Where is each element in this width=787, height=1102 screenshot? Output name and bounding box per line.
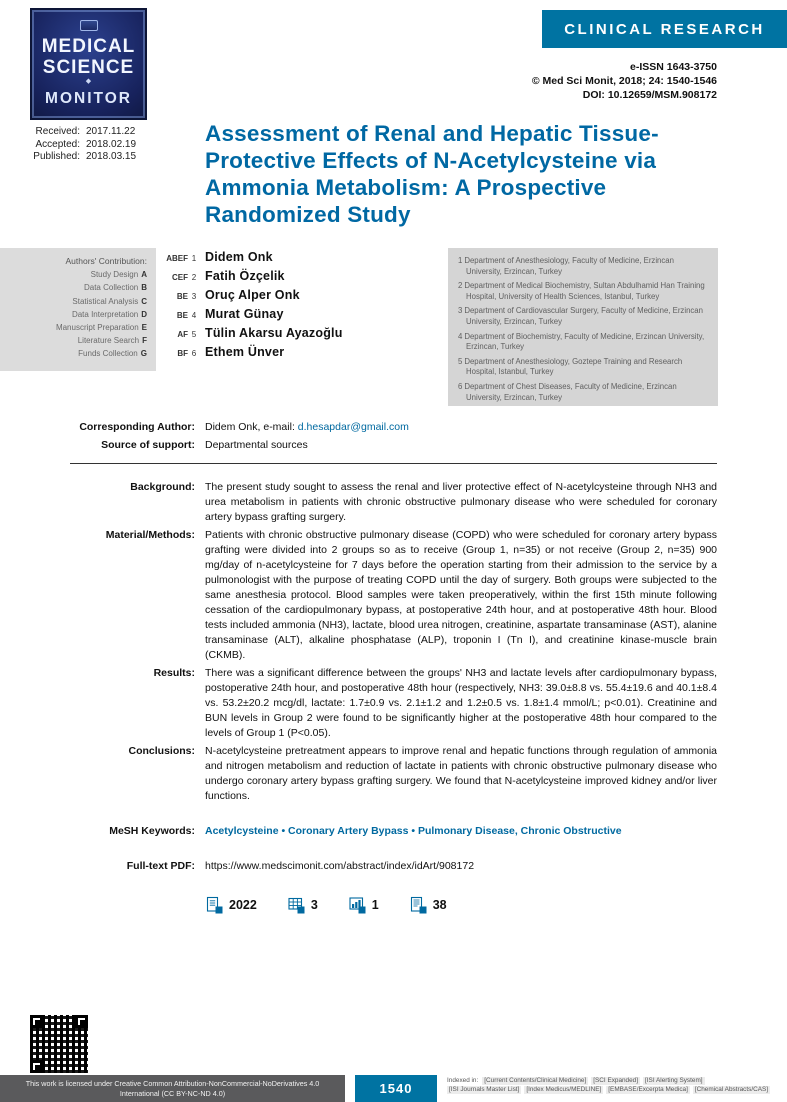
contribution-code: C	[141, 296, 147, 306]
affiliation-text: Department of Anesthesiology, Goztepe Training and Research Hospital, Istanbul, Turkey	[464, 356, 683, 377]
logo-word-science: SCIENCE	[42, 56, 135, 78]
affiliation	[458, 357, 708, 378]
section-label: Background:	[130, 481, 195, 493]
mesh-label: MeSH Keywords:	[109, 825, 195, 837]
contribution-item	[0, 321, 147, 334]
published-value: 2018.03.15	[86, 151, 137, 162]
indexed-item: [ISI Alerting System]	[645, 1077, 703, 1084]
affiliation-num: 1	[458, 256, 463, 265]
contribution-label: Data Collection	[83, 283, 139, 293]
indexed-item: [Index Medicus/MEDLINE]	[526, 1086, 602, 1094]
contribution-label: Literature Search	[77, 336, 140, 346]
affiliation-num: 4	[458, 331, 463, 341]
mesh-value: Acetylcysteine • Coronary Artery Bypass • Pulmonary Disease, Chronic Obstructive	[205, 825, 622, 837]
affiliation-num: 2	[458, 281, 463, 291]
support-label: Source of support:	[101, 439, 195, 451]
section-label: Conclusions:	[128, 745, 195, 757]
figures-icon	[348, 896, 366, 914]
author-name: Didem Onk	[205, 250, 273, 264]
copyright-line: © Med Sci Monit, 2018; 24: 1540-1546	[531, 75, 717, 87]
references-icon	[409, 896, 427, 914]
author-list	[158, 250, 443, 364]
section-banner: CLINICAL RESEARCH	[542, 10, 787, 48]
author-row	[158, 250, 443, 269]
tables-count-value: 3	[310, 898, 318, 912]
contribution-label: Funds Collection	[78, 349, 138, 359]
indexed-item: [ISI Journals Master List]	[449, 1086, 520, 1094]
logo-diamond-icon: ◆	[85, 77, 92, 85]
author-row	[158, 307, 443, 326]
affiliation-text: Department of Cardiovascular Surgery, Faculty of Medicine, Erzincan University, Erzincan, Turkey	[464, 306, 703, 326]
section-label: Results:	[153, 667, 195, 679]
author-codes: BE	[176, 292, 188, 301]
contribution-item	[0, 295, 147, 308]
affiliation	[458, 256, 708, 277]
abstract-section-results	[70, 666, 717, 741]
author-name: Fatih Özçelik	[205, 269, 285, 283]
logo-word-medical: MEDICAL	[41, 35, 136, 57]
article-content	[70, 420, 717, 914]
author-affil-num: 1	[191, 254, 197, 263]
references-count-value: 38	[432, 898, 447, 912]
contribution-item	[0, 308, 147, 321]
accepted-value: 2018.02.19	[86, 138, 137, 150]
contribution-label: Study Design	[90, 270, 139, 280]
author-codes: BF	[177, 349, 188, 358]
qr-finder	[75, 1015, 88, 1028]
contribution-label: Statistical Analysis	[72, 296, 139, 306]
word-count-metric	[205, 896, 257, 914]
indexed-item: [Chemical Abstracts/CAS]	[694, 1086, 769, 1094]
received-label: Received:	[35, 126, 80, 137]
published-row	[22, 151, 147, 164]
contribution-item	[0, 281, 147, 294]
contribution-item	[0, 334, 147, 347]
qr-finder	[30, 1060, 43, 1073]
received-value: 2017.11.22	[86, 126, 136, 137]
figures-metric	[348, 896, 379, 914]
indexed-item: [EMBASE/Excerpta Medica]	[608, 1086, 688, 1094]
indexed-item: [Current Contents/Clinical Medicine]	[484, 1077, 587, 1084]
history-dates	[22, 126, 147, 164]
corresponding-author-email[interactable]: d.hesapdar@gmail.com	[297, 421, 409, 433]
eissn: e-ISSN 1643-3750	[630, 61, 717, 73]
author-affil-num: 4	[191, 311, 197, 320]
accepted-label: Accepted:	[35, 138, 80, 150]
contribution-code: E	[141, 323, 147, 333]
fulltext-url[interactable]: https://www.medscimonit.com/abstract/index/idArt/908172	[205, 860, 475, 872]
figures-count-value: 1	[371, 898, 379, 912]
doi: DOI: 10.12659/MSM.908172	[582, 89, 717, 101]
contribution-heading: Authors' Contribution:	[65, 256, 147, 266]
indexed-item: [SCI Expanded]	[593, 1077, 638, 1084]
published-label: Published:	[33, 151, 80, 162]
references-metric	[409, 896, 447, 914]
contribution-label: Manuscript Preparation	[55, 323, 139, 333]
contribution-item	[0, 268, 147, 281]
tables-icon	[287, 896, 305, 914]
contribution-label: Data Interpretation	[71, 309, 139, 319]
contribution-code: F	[142, 336, 147, 346]
contribution-code: A	[141, 270, 147, 280]
fulltext-pdf-row	[70, 859, 717, 874]
indexed-in	[447, 1075, 787, 1102]
divider	[70, 463, 717, 464]
section-text: Patients with chronic obstructive pulmonary disease (COPD) who were scheduled for coronary artery bypass grafting were divided into 2 groups so as to receive (Group 1, n=35) or not receive (Group 2, n=35) 900 mg/day of n-acetylcysteine for 7 days before the operation starting from their admission to the service by a pulmonologist with the purpose of treating COPD until the day of surgery. Both groups were subjected to the same anesthesia protocol. Blood samples were taken preoperatively, within the first 15th minute following cessation of the cardiopulmonary bypass, at postoperative 24th hour, and at postoperative 48th hour. Blood tests included ammonia (NH3), lactate, blood urea nitrogen, creatinine, aspartate transaminase (AST), alanine transaminase (ALT), alkaline phosphatase (ALP), troponin I (Tn I), and creatinine kinase-muscle brain (CKMB).	[205, 529, 717, 661]
affiliation-text: Department of Biochemistry, Faculty of Medicine, Erzincan University, Erzincan, Turkey	[464, 331, 705, 352]
affiliation-num: 6	[458, 381, 463, 391]
corresponding-author-value	[205, 420, 717, 435]
contribution-code: B	[141, 283, 147, 293]
license-note: This work is licensed under Creative Common Attribution-NonCommercial-NoDerivatives 4.0 International (CC BY-NC-ND 4.0)	[0, 1075, 345, 1102]
author-codes: AF	[177, 330, 188, 339]
corresponding-author-row	[70, 420, 717, 435]
affiliation-text: Department of Chest Diseases, Faculty of Medicine, Erzincan University, Erzincan, Turkey	[464, 381, 677, 402]
received-row	[22, 126, 147, 139]
section-text: N-acetylcysteine pretreatment appears to improve renal and hepatic functions through regulation of ammonia and nitrogen metabolism and reduction of lactate in patients with chronic obstructive pulmonary disease who undergo coronary artery bypass grafting surgery. We found that N-acetylcysteine improved kidney and/or liver functions.	[205, 745, 717, 802]
indexed-in-label: Indexed in:	[447, 1077, 479, 1084]
affiliation	[458, 382, 708, 403]
author-name: Murat Günay	[205, 307, 284, 321]
fulltext-label: Full-text PDF:	[126, 860, 195, 872]
page-number: 1540	[355, 1075, 437, 1102]
logo-word-monitor: MONITOR	[45, 89, 132, 107]
author-name: Oruç Alper Onk	[205, 288, 300, 302]
author-affil-num: 2	[191, 273, 197, 282]
corresponding-author-name: Didem Onk, e-mail:	[205, 421, 298, 433]
affiliation	[458, 306, 708, 327]
support-row	[70, 438, 717, 453]
corresponding-author-label: Corresponding Author:	[79, 421, 195, 433]
tables-metric	[287, 896, 318, 914]
abstract-section-methods	[70, 528, 717, 663]
word-count-value: 2022	[229, 898, 257, 912]
support-value: Departmental sources	[205, 439, 308, 451]
contribution-code: D	[141, 309, 147, 319]
publication-meta	[532, 60, 717, 102]
author-codes: BE	[176, 311, 188, 320]
abstract-section-background	[70, 480, 717, 525]
author-row	[158, 288, 443, 307]
section-label: Material/Methods:	[105, 529, 195, 541]
article-title: Assessment of Renal and Hepatic Tissue-Protective Effects of N-Acetylcysteine via Ammonia Metabolism: A Prospective Randomized Study	[205, 121, 659, 227]
accepted-row	[22, 139, 147, 152]
qr-code	[30, 1015, 88, 1073]
journal-logo	[30, 8, 147, 120]
affiliation-num: 3	[458, 306, 463, 316]
affiliations-box	[448, 248, 718, 406]
author-affil-num: 6	[191, 349, 197, 358]
contribution-code: G	[140, 349, 147, 359]
page-footer	[0, 1075, 787, 1102]
author-affil-num: 3	[191, 292, 197, 301]
author-row	[158, 345, 443, 364]
affiliation-num: 5	[458, 356, 463, 366]
author-name: Tülin Akarsu Ayazoğlu	[205, 326, 343, 340]
section-text: There was a significant difference between the groups' NH3 and lactate levels after cardiopulmonary bypass, postoperative 24th hour, and postoperative 48th hour (respectively, NH3: 39.0±8.8 vs. 55.4±19.6 and 40.1±8.4 vs. 53.2±20.2 mcg/dl, lactate: 1.7±0.9 vs. 2.1±1.2 and 1.2±0.5 vs. 1.8±1.4 mmol/L; p<0.01). Creatinine and BUN levels in Group 2 were found to be significantly higher at the postoperative 48th hour compared to the levels of Group 1 (P<0.05).	[205, 667, 717, 739]
section-text: The present study sought to assess the renal and liver protective effect of N-acetylcysteine through NH3 and urea metabolism in patients with chronic obstructive pulmonary disease who were scheduled for coronary artery bypass grafting surgery.	[205, 481, 717, 523]
authors-contribution-box	[0, 248, 156, 371]
logo-crest-icon	[80, 20, 98, 31]
author-row	[158, 326, 443, 345]
affiliation	[458, 281, 708, 302]
author-affil-num: 5	[191, 330, 197, 339]
author-name: Ethem Ünver	[205, 345, 285, 359]
mesh-keywords-row	[70, 824, 717, 839]
author-row	[158, 269, 443, 288]
affiliation-text: Department of Medical Biochemistry, Sultan Abdulhamid Han Training Hospital, University of Health Sciences, Istanbul, Turkey	[464, 281, 705, 301]
word-count-icon	[205, 896, 223, 914]
author-codes: ABEF	[166, 254, 188, 263]
affiliation	[458, 332, 708, 353]
author-codes: CEF	[172, 273, 188, 282]
article-metrics	[205, 896, 717, 914]
contribution-item	[0, 347, 147, 360]
affiliation-text: Department of Anesthesiology, Faculty of Medicine, Erzincan University, Erzincan, Turkey	[464, 256, 674, 276]
abstract-section-conclusions	[70, 744, 717, 804]
qr-finder	[30, 1015, 43, 1028]
